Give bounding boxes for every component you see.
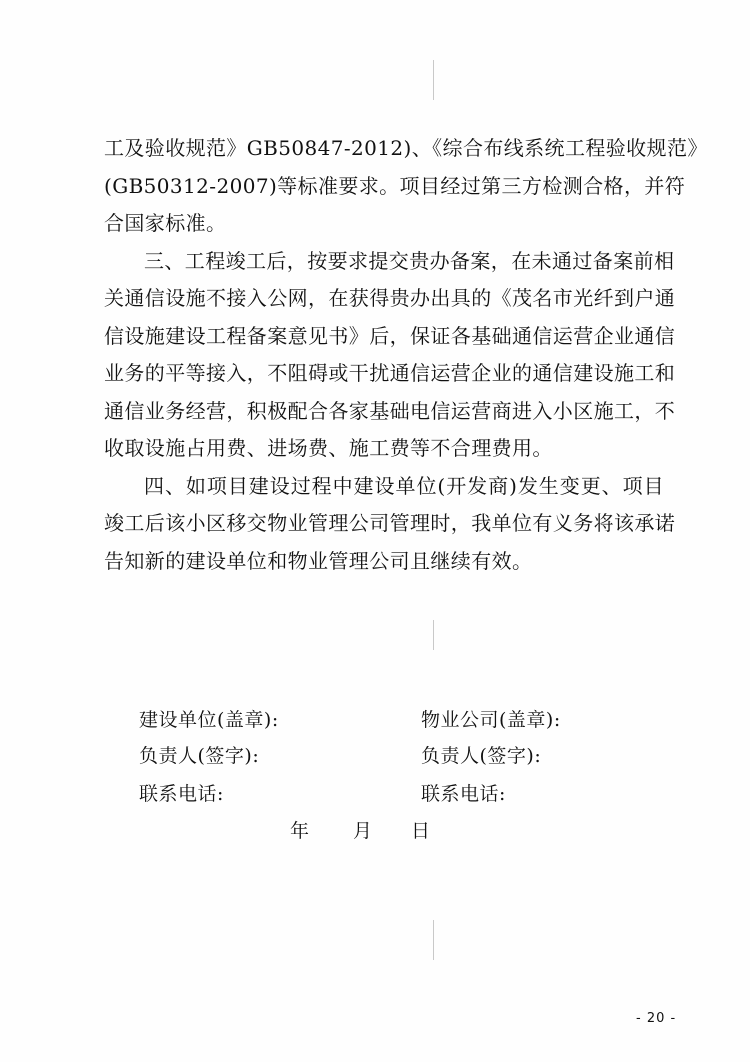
- date-year: 年: [290, 820, 310, 842]
- property-seal-label: 物业公司(盖章):: [421, 709, 561, 731]
- text-line: 收取设施占用费、进场费、施工费等不合理费用。: [104, 436, 553, 460]
- builder-seal-label: 建设单位(盖章):: [139, 709, 279, 731]
- text-line: 通信业务经营，积极配合各家基础电信运营商进入小区施工，不: [104, 398, 676, 423]
- fold-mark: [433, 920, 434, 960]
- text-line: 竣工后该小区移交物业管理公司管理时，我单位有义务将该承诺: [104, 511, 676, 535]
- text-line: 三、工程竣工后，按要求提交贵办备案，在未通过备案前相: [144, 248, 675, 273]
- builder-phone-label: 联系电话:: [139, 783, 224, 805]
- fold-mark: [433, 60, 434, 100]
- property-signer-label: 负责人(签字):: [421, 745, 542, 767]
- date-day: 日: [411, 820, 431, 842]
- text-line: 关通信设施不接入公网，在获得贵办出具的《茂名市光纤到户通: [104, 286, 676, 310]
- property-phone-label: 联系电话:: [421, 783, 506, 805]
- text-line: 四、如项目建设过程中建设单位(开发商)发生变更、项目: [144, 473, 664, 498]
- text-line: 信设施建设工程备案意见书》后，保证各基础通信运营企业通信: [104, 323, 676, 348]
- body-text: [104, 130, 708, 580]
- text-line: 业务的平等接入，不阻碍或干扰通信运营企业的通信建设施工和: [104, 361, 676, 385]
- text-line: 合国家标准。: [104, 211, 227, 235]
- text-line: (GB50312-2007)等标准要求。项目经过第三方检测合格，并符: [104, 173, 686, 198]
- fold-mark: [433, 620, 434, 650]
- date-month: 月: [353, 820, 373, 842]
- page-number: - 20 -: [636, 1011, 677, 1026]
- builder-signer-label: 负责人(签字):: [139, 745, 260, 767]
- text-line: 工及验收规范》GB50847-2012)、《综合布线系统工程验收规范》: [104, 136, 708, 160]
- text-line: 告知新的建设单位和物业管理公司且继续有效。: [104, 548, 533, 573]
